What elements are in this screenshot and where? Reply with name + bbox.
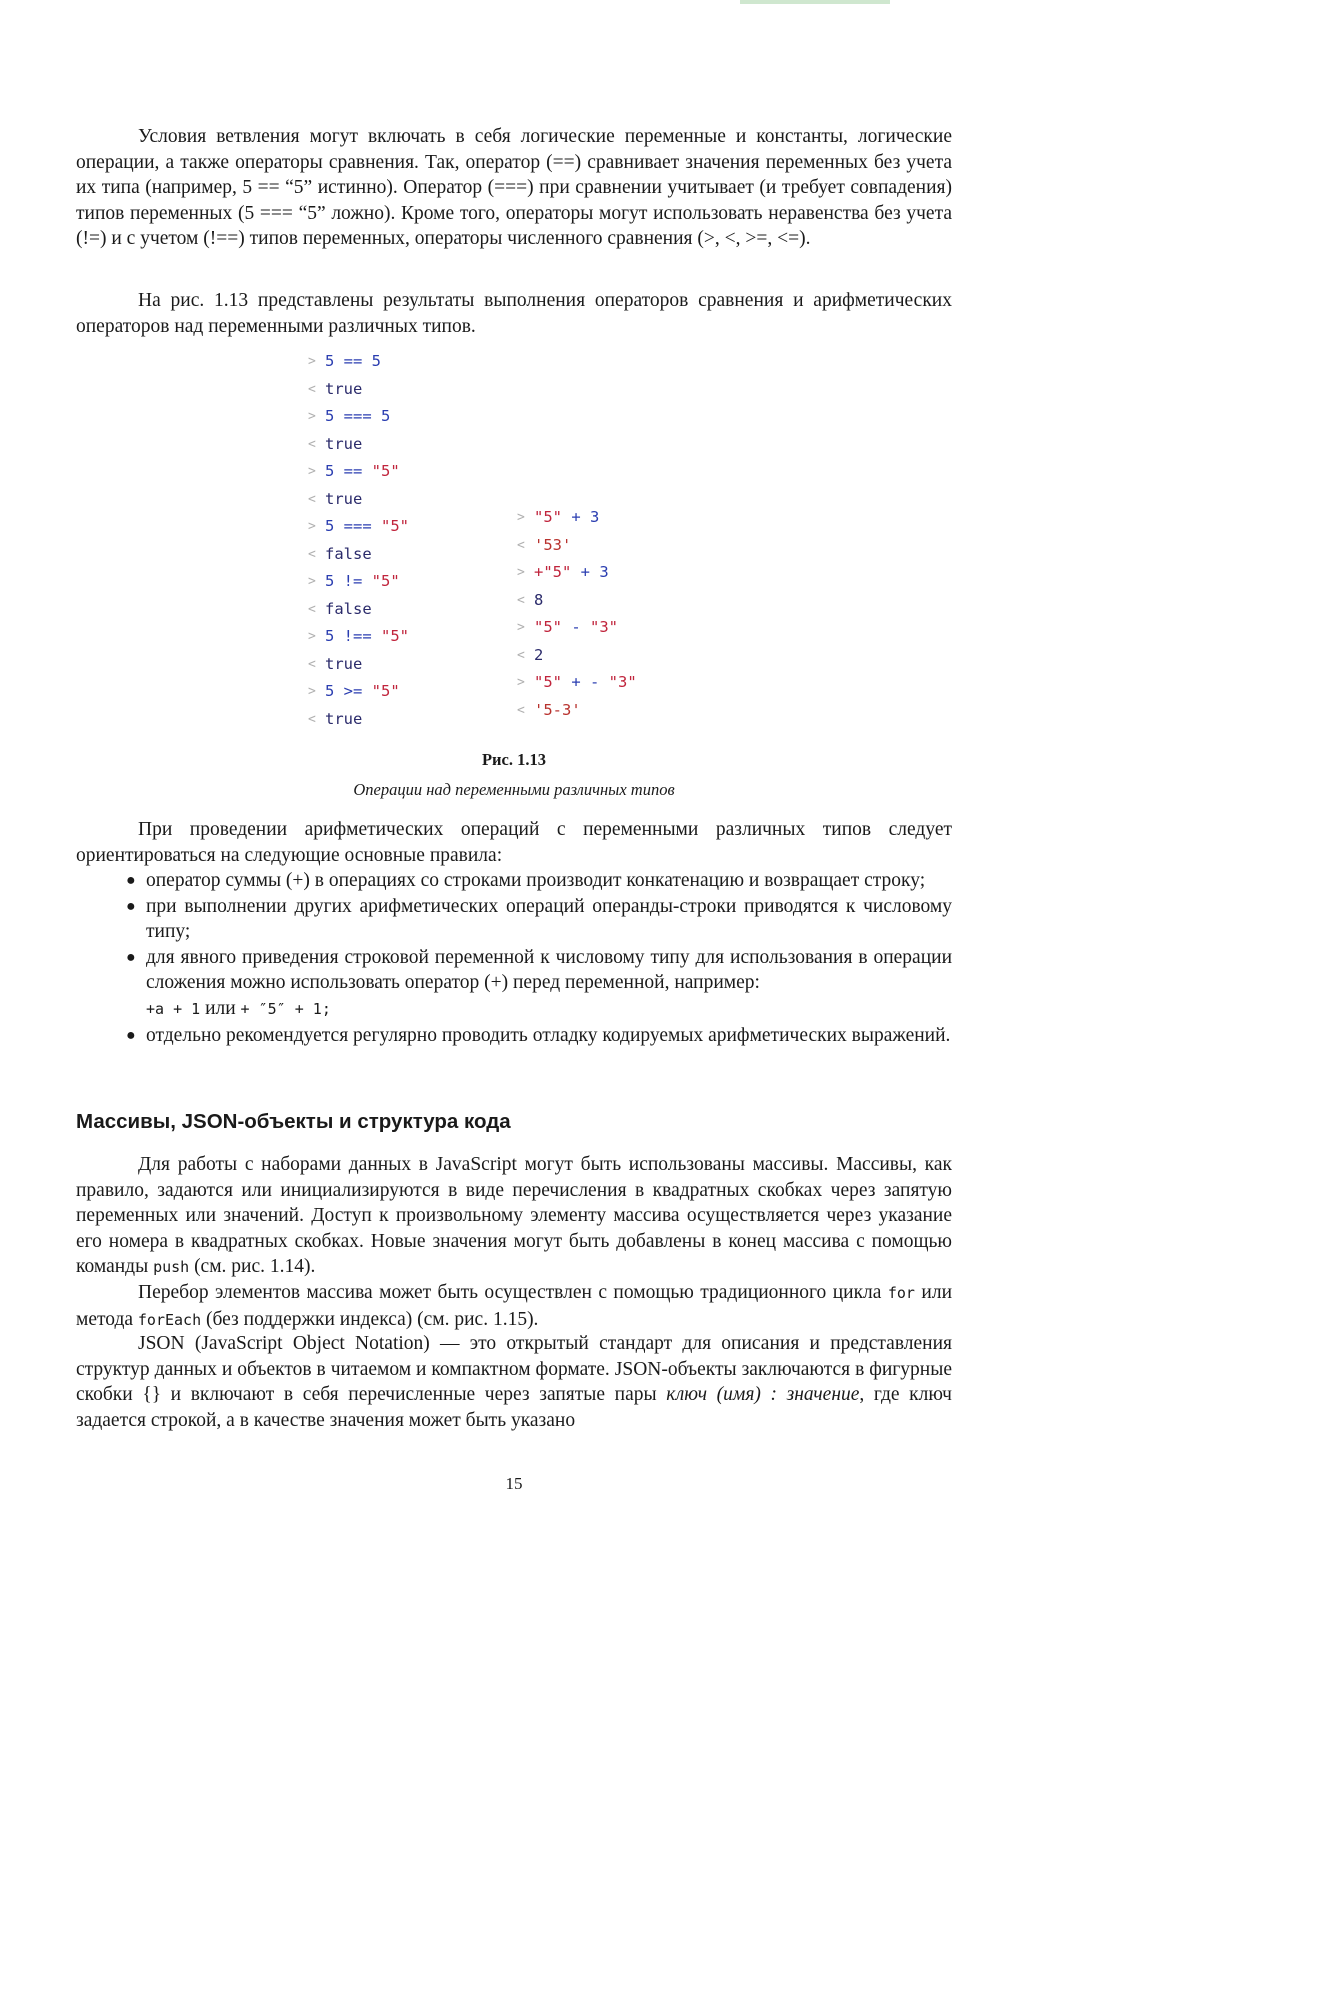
- intro-paragraph-1: Условия ветвления могут включать в себя логические переменные и константы, логические операции, а также операторы сравнения. Так, оператор (==) сравнивает значения переменных без учета их типа (например, 5 == “5” истинно). Оператор (===) при сравнении учитывает (и требует совпадения) типов переменных (5 === “5” ложно). Кроме того, операторы могут использовать неравенства без учета (!=) и с учетом (!==) типов переменных, операторы численного сравнения (>, <, >=, <=).: [76, 126, 952, 250]
- console-input-line: > "5" + - "3": [517, 669, 717, 697]
- bullet-icon: ●: [126, 872, 136, 889]
- rule-item: ● оператор суммы (+) в операциях со строками производит конкатенацию и возвращает строку;: [76, 868, 952, 894]
- console-output-line: < true: [308, 486, 488, 514]
- result-arrow-icon: <: [517, 592, 525, 608]
- prompt-arrow-icon: >: [517, 510, 525, 525]
- prompt-arrow-icon: >: [517, 675, 525, 690]
- bullet-icon: ●: [126, 897, 136, 915]
- result-arrow-icon: <: [308, 436, 316, 452]
- result-arrow-icon: <: [308, 381, 316, 397]
- result-arrow-icon: <: [308, 656, 316, 672]
- result-arrow-icon: <: [517, 537, 525, 553]
- rule-code-b: + ″5″ + 1;: [240, 999, 331, 1018]
- rule-code-a: +a + 1: [146, 999, 201, 1018]
- prompt-arrow-icon: >: [308, 409, 316, 424]
- console-output-line: < true: [308, 706, 488, 734]
- section-heading: Массивы, JSON-объекты и структура кода: [76, 1110, 511, 1133]
- console-input-line: > 5 === "5": [308, 513, 488, 541]
- console-input-line: > 5 >= "5": [308, 678, 488, 706]
- intro-paragraph-2: На рис. 1.13 представлены результаты выполнения операторов сравнения и арифметических операторов над переменными различных типов.: [76, 290, 952, 337]
- result-arrow-icon: <: [308, 491, 316, 507]
- console-input-line: > 5 === 5: [308, 403, 488, 431]
- bullet-icon: ●: [126, 948, 136, 966]
- result-arrow-icon: <: [308, 546, 316, 562]
- result-arrow-icon: <: [308, 601, 316, 617]
- loop-paragraph: Перебор элементов массива может быть осуществлен с помощью традиционного цикла for или метода forEach (без поддержки индекса) (см. рис. 1.15).: [76, 1282, 953, 1330]
- console-output-line: < '53': [517, 532, 717, 560]
- inline-code-foreach: forEach: [137, 1310, 202, 1329]
- result-arrow-icon: <: [308, 711, 316, 727]
- figure-number: Рис. 1.13: [481, 750, 547, 769]
- book-page: [76, 0, 952, 1568]
- console-input-line: > "5" - "3": [517, 614, 717, 642]
- inline-code-push: push: [153, 1258, 190, 1277]
- prompt-arrow-icon: >: [308, 464, 316, 479]
- console-input-line: > 5 == "5": [308, 458, 488, 486]
- key-value-italic: ключ (имя) : значение: [666, 1384, 860, 1406]
- rule-item: ● отдельно рекомендуется регулярно проводить отладку кодируемых арифметических выражений.: [76, 1023, 952, 1049]
- console-comparisons: [308, 348, 488, 733]
- console-output-line: < true: [308, 376, 488, 404]
- console-output-line: < false: [308, 541, 488, 569]
- result-arrow-icon: <: [517, 647, 525, 663]
- prompt-arrow-icon: >: [517, 565, 525, 580]
- console-output-line: < 2: [517, 642, 717, 670]
- rules-intro: При проведении арифметических операций с переменными различных типов следует ориентироваться на следующие основные правила:: [76, 819, 952, 866]
- prompt-arrow-icon: >: [308, 684, 316, 699]
- page-number: 15: [505, 1474, 523, 1493]
- inline-code-for: for: [887, 1284, 915, 1302]
- console-output-line: < true: [308, 651, 488, 679]
- console-output-line: < true: [308, 431, 488, 459]
- result-arrow-icon: <: [517, 702, 525, 718]
- figure-title: Операции над переменными различных типов: [353, 780, 675, 799]
- console-output-line: < false: [308, 596, 488, 624]
- prompt-arrow-icon: >: [308, 354, 316, 369]
- prompt-arrow-icon: >: [308, 629, 316, 644]
- console-input-line: > 5 != "5": [308, 568, 488, 596]
- console-output-line: < 8: [517, 587, 717, 615]
- rules-list: [76, 868, 952, 1048]
- arrays-paragraph: Для работы с наборами данных в JavaScript могут быть использованы массивы. Массивы, как правило, задаются или инициализируются в виде перечисления в квадратных скобках через запятую переменных или значений. Доступ к произвольному элементу массива осуществляется через указание его номера в квадратных скобках. Новые значения могут быть добавлены в конец массива с помощью команды push (см. рис. 1.14).: [76, 1154, 952, 1278]
- console-output-line: < '5-3': [517, 697, 717, 725]
- prompt-arrow-icon: >: [517, 620, 525, 635]
- rule-item: ● для явного приведения строковой переменной к числовому типу для использования в операции сложения можно использовать оператор (+) перед переменной, например: +a + 1 или + ″5″ + 1;: [126, 946, 952, 1019]
- json-paragraph: JSON (JavaScript Object Notation) — это открытый стандарт для описания и представления структур данных и объектов в читаемом и компактном формате. JSON-объекты заключаются в фигурные скобки {} и включают в себя перечисленные через запятые пары ключ (имя) : значение, где ключ задается строкой, а в качестве значения может быть указано: [76, 1333, 952, 1431]
- console-input-line: > "5" + 3: [517, 504, 717, 532]
- console-arithmetic: [517, 504, 717, 724]
- bullet-icon: ●: [126, 1026, 136, 1044]
- prompt-arrow-icon: >: [308, 519, 316, 534]
- console-input-line: > +"5" + 3: [517, 559, 717, 587]
- console-input-line: > 5 == 5: [308, 348, 488, 376]
- console-input-line: > 5 !== "5": [308, 623, 488, 651]
- rule-item: ● при выполнении других арифметических операций операнды-строки приводятся к числовому типу;: [126, 895, 952, 943]
- prompt-arrow-icon: >: [308, 574, 316, 589]
